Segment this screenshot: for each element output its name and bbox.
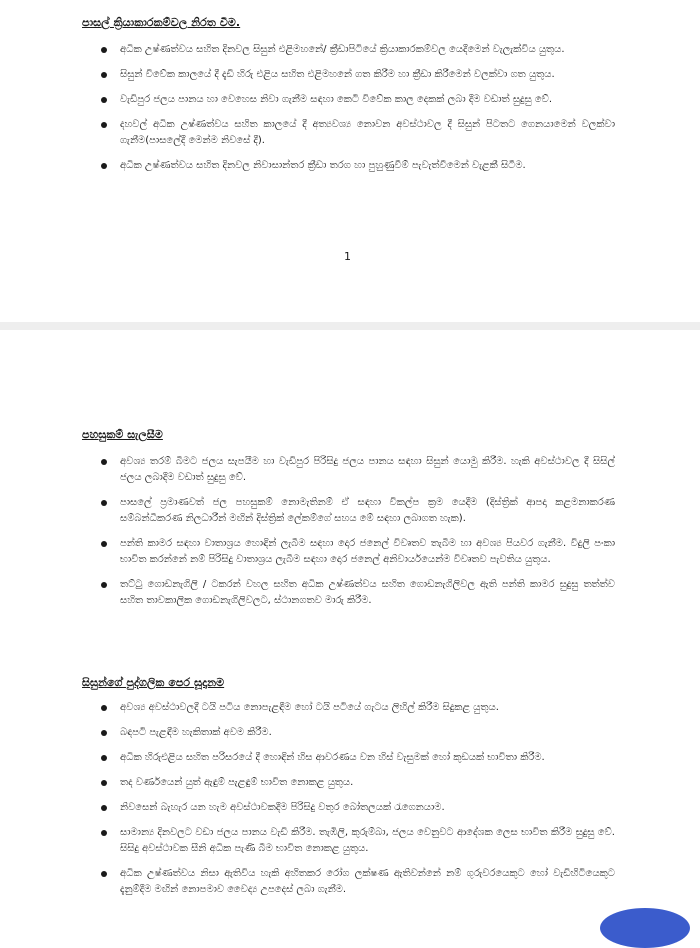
- floating-action-button[interactable]: [600, 908, 690, 948]
- list-item: අවශ්‍ය අවස්ථාවලදී ටයි පටිය නොපැළඳීම හෝ ටයි පටියේ ගැටය ලිහිල් කිරීම සිදුකළ යුතුය.: [95, 700, 615, 716]
- section-heading-school-activities: පාසල් ක්‍රියාකාරකම්වල නිරත වීම.: [82, 16, 241, 29]
- list-item: තද වර්ණයෙන් යුත් ඇඳුම් පැළඳුම් භාවිත නොකළ යුතුය.: [95, 775, 615, 791]
- bullet-icon: [101, 500, 107, 506]
- section-heading-personal-preparation: සිසුන්ගේ පුද්ගලික පෙර සූදානම: [82, 676, 225, 689]
- document-page-2: [0, 330, 700, 922]
- bullet-icon: [101, 163, 107, 169]
- bullet-list-personal-preparation: [95, 700, 615, 907]
- document-page-1: [0, 0, 700, 322]
- section-heading-facilities: පහසුකම් සැලසීම: [82, 428, 163, 441]
- bullet-icon: [101, 72, 107, 78]
- list-item: සිසුන් විවේක කාලයේ දී දැඩි හිරු එළිය සහිත එළිමහනේ ගත කිරීම හා ක්‍රීඩා කිරීමෙන් වලක්වා ගත යුතුය.: [95, 67, 615, 83]
- list-item: අධික හිරුඑළිය සහිත පරිසරයේ දී හොඳින් හිස ආවරණය වන හිස් වැසුමක් හෝ කුඩයක් භාවිතා කිරීම.: [95, 750, 615, 766]
- page-separator: [0, 322, 700, 330]
- list-item: බඳපටි පැළඳීම හැකිතාක් අවම කිරීම.: [95, 725, 615, 741]
- bullet-icon: [101, 871, 107, 877]
- bullet-icon: [101, 122, 107, 128]
- list-item: සාමාන්‍ය දිනවලට වඩා ජලය පානය වැඩි කිරීම. තැඹිලි, කුරුම්බා, ජලය වෙනුවට ආදේශක ලෙස භාවිත කිරීම සුදුසු වේ. සිසිදු අවස්ථාවක සීනි අධික පැණි බීම භාවිත නොකළ යුතුය.: [95, 825, 615, 857]
- bullet-icon: [101, 730, 107, 736]
- bullet-icon: [101, 805, 107, 811]
- bullet-icon: [101, 830, 107, 836]
- list-item: නිවසෙන් බැහැර යන හැම අවස්ථාවකදීම පිරිසිදු වතුර බෝතලයක් රැගෙනයාම.: [95, 800, 615, 816]
- bullet-icon: [101, 755, 107, 761]
- list-item: අධික උෂ්ණත්වය සහිත දිනවල නිවාසාන්තර ක්‍රීඩා තරග හා පුහුණුවීම් පැවැත්වීමෙන් වැළකී සිටීම.: [95, 158, 615, 174]
- bullet-icon: [101, 541, 107, 547]
- page-number: 1: [344, 250, 351, 263]
- bullet-icon: [101, 459, 107, 465]
- list-item: වැඩිපුර ජලය පානය හා වෙහෙස නිවා ගැනීම සඳහා කෙටි විවේක කාල දෙකක් ලබා දීම වඩාත් සුදුසු වේ.: [95, 92, 615, 108]
- list-item: පන්ති කාමර සඳහා වාතාශ්‍රය හොඳින් ලැබීම සඳහා දොර ජනෙල් විවෘතව තැබීම හා අවශ්‍ය පියවර ගැනීම. විදුලි පංකා භාවිත කරන්නේ නම් පිරිසිදු වාතාශ්‍රය ලැබීම සඳහා දොර ජනෙල් අනිවාර්යයෙන්ම විවෘතව පැවතිය යුතුය.: [95, 536, 615, 568]
- list-item: අවශ්‍ය තරම් බීමට ජලය සැපයීම හා වැඩිපුර පිරිසිදු ජලය පානය සඳහා සිසුන් යොමු කිරීම. හැකි අවස්ථාවල දී සිසිල් ජලය ලබාදීම වඩාත් සුදුසු වේ.: [95, 454, 615, 486]
- bullet-icon: [101, 47, 107, 53]
- bullet-icon: [101, 582, 107, 588]
- list-item: තට්ටු ගොඩනැගිලි / ටකරන් වහල සහිත අධික උෂ්ණත්වය සහිත ගොඩනැගිලිවල ඇති පන්ති කාමර සුදුසු තත්ත්ව සහිත තාවකාලික ගොඩනැගිලිවලට, ස්ථානගතව මාරු කිරීම.: [95, 577, 615, 609]
- list-item: දහවල් අධික උෂ්ණත්වය සහිත කාලයේ දී අත්‍යවශ්‍ය නොවන අවස්ථාවල දී සිසුන් පිටතට ගෙනයාමෙන් වලක්වා ගැනීම(පාසලේදී මෙන්ම නිවසේ දී).: [95, 117, 615, 149]
- bullet-icon: [101, 97, 107, 103]
- list-item: අධික උෂ්ණත්වය නිසා ඇතිවිය හැකි අහිතකර රෝග ලක්ෂණ ඇතිවන්නේ නම් ගුරුවරයෙකුට හෝ වැඩිහිටියෙකුට දැනුම්දීම මඟින් නොපමාව වෛද්‍ය උපදෙස් ලබා ගැනීම.: [95, 866, 615, 898]
- bullet-icon: [101, 705, 107, 711]
- bullet-list-facilities: [95, 454, 615, 618]
- bullet-icon: [101, 780, 107, 786]
- list-item: අධික උෂ්ණත්වය සහිත දිනවල සිසුන් එළිමහනේ/ ක්‍රීඩාපිටියේ ක්‍රියාකාරකම්වල යෙදීමෙන් වැලැක්විය යුතුය.: [95, 42, 615, 58]
- list-item: පාසලේ ප්‍රමාණවත් ජල පහසුකම් නොමැතිනම් ඒ සඳහා විකල්ප ක්‍රම යෙදීම (දිස්ත්‍රික් ආපදා කළමනාකරණ සම්බන්ධීකරණ නිලධාරීන් මඟින් දිස්ත්‍රික් ලේකම්ගේ සහය මේ සඳහා ලබාගත හැක).: [95, 495, 615, 527]
- bullet-list-school-activities: [95, 42, 615, 183]
